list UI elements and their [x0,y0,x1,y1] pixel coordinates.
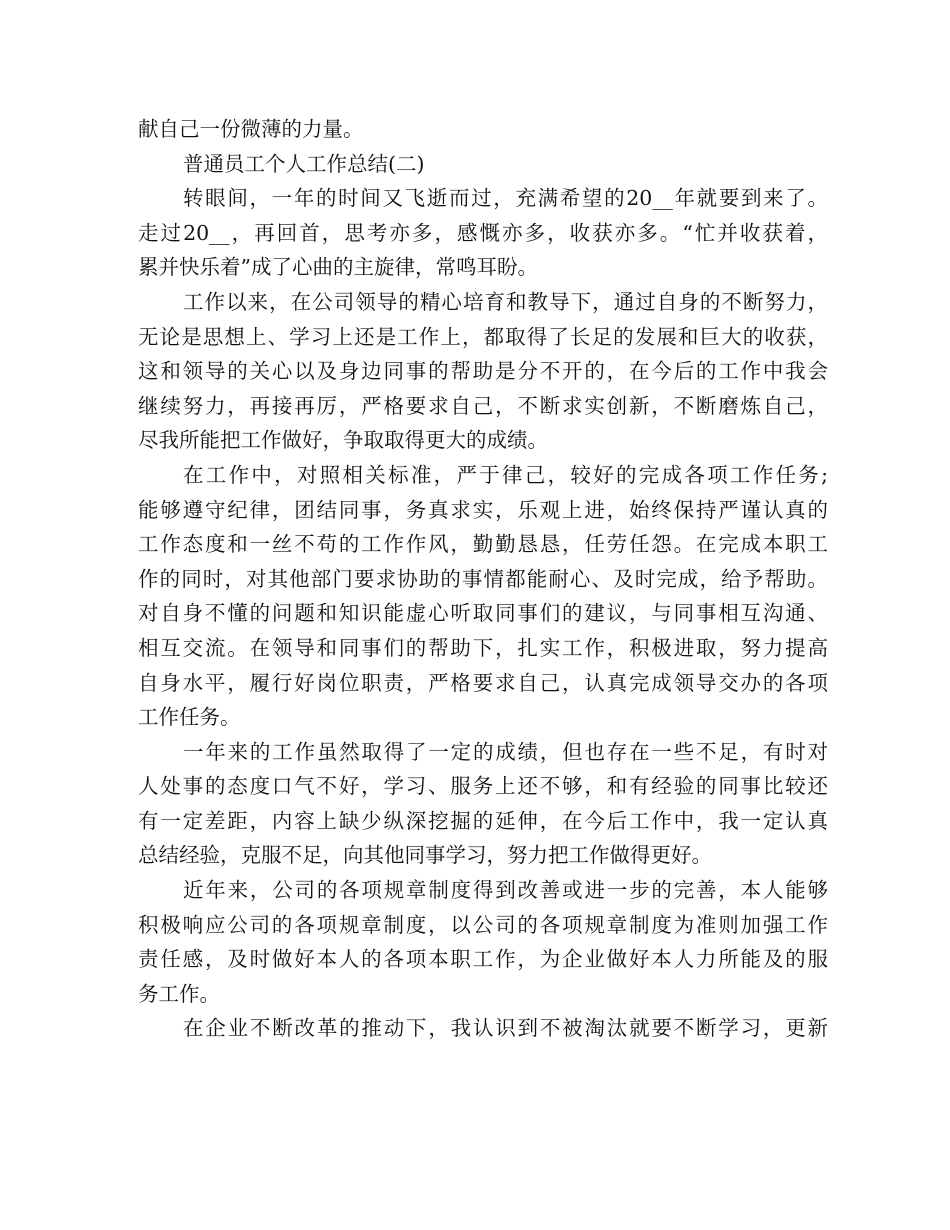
paragraph-line: 献自己一份微薄的力量。 [138,117,364,141]
paragraph-line: 无论是思想上、学习上还是工作上，都取得了长足的发展和巨大的收获， [138,324,828,349]
paragraph-line: 有一定差距，内容上缺少纵深挖掘的延伸，在今后工作中，我一定认真 [138,808,828,833]
paragraph-line: 工作任务。 [138,705,241,730]
paragraph-line: 一年来的工作虽然取得了一定的成绩，但也存在一些不足，有时对 [183,739,828,764]
paragraph-line: 责任感，及时做好本人的各项本职工作，为企业做好本人力所能及的服 [138,947,828,972]
paragraph-line: 作的同时，对其他部门要求协助的事情都能耐心、及时完成，给予帮助。 [138,566,828,591]
paragraph-line: 在企业不断改革的推动下，我认识到不被淘汰就要不断学习，更新 [183,1016,828,1041]
paragraph-line: 积极响应公司的各项规章制度，以公司的各项规章制度为准则加强工作 [138,912,828,937]
document-page [138,112,828,1046]
paragraph-line: 走过20__，再回首，思考亦多，感慨亦多，收获亦多。“忙并收获着， [138,220,828,245]
paragraph-line: 人处事的态度口气不好，学习、服务上还不够，和有经验的同事比较还 [138,774,828,799]
paragraph-line: 工作态度和一丝不苟的工作作风，勤勤恳恳，任劳任怨。在完成本职工 [138,532,828,557]
paragraph-line: 工作以来，在公司领导的精心培育和教导下，通过自身的不断努力， [183,289,828,314]
paragraph-line: 这和领导的关心以及身边同事的帮助是分不开的，在今后的工作中我会 [138,359,828,384]
paragraph-line: 自身水平，履行好岗位职责，严格要求自己，认真完成领导交办的各项 [138,670,828,695]
paragraph-line: 在工作中，对照相关标准，严于律己，较好的完成各项工作任务; [183,462,828,487]
paragraph-line: 尽我所能把工作做好，争取取得更大的成绩。 [138,428,548,453]
paragraph-line: 务工作。 [138,981,220,1006]
paragraph-line: 累并快乐着”成了心曲的主旋律，常鸣耳盼。 [138,255,538,280]
section-heading: 普通员工个人工作总结(二) [183,151,425,176]
paragraph-line: 转眼间，一年的时间又飞逝而过，充满希望的20__年就要到来了。 [183,186,828,211]
paragraph-line: 相互交流。在领导和同事们的帮助下，扎实工作，积极进取，努力提高 [138,635,828,660]
paragraph-line: 近年来，公司的各项规章制度得到改善或进一步的完善，本人能够 [183,878,828,903]
paragraph-line: 继续努力，再接再厉，严格要求自己，不断求实创新，不断磨炼自己， [138,393,828,418]
paragraph-line: 对自身不懂的问题和知识能虚心听取同事们的建议，与同事相互沟通、 [138,601,828,626]
paragraph-line: 能够遵守纪律，团结同事，务真求实，乐观上进，始终保持严谨认真的 [138,497,828,522]
paragraph-line: 总结经验，克服不足，向其他同事学习，努力把工作做得更好。 [138,843,712,868]
